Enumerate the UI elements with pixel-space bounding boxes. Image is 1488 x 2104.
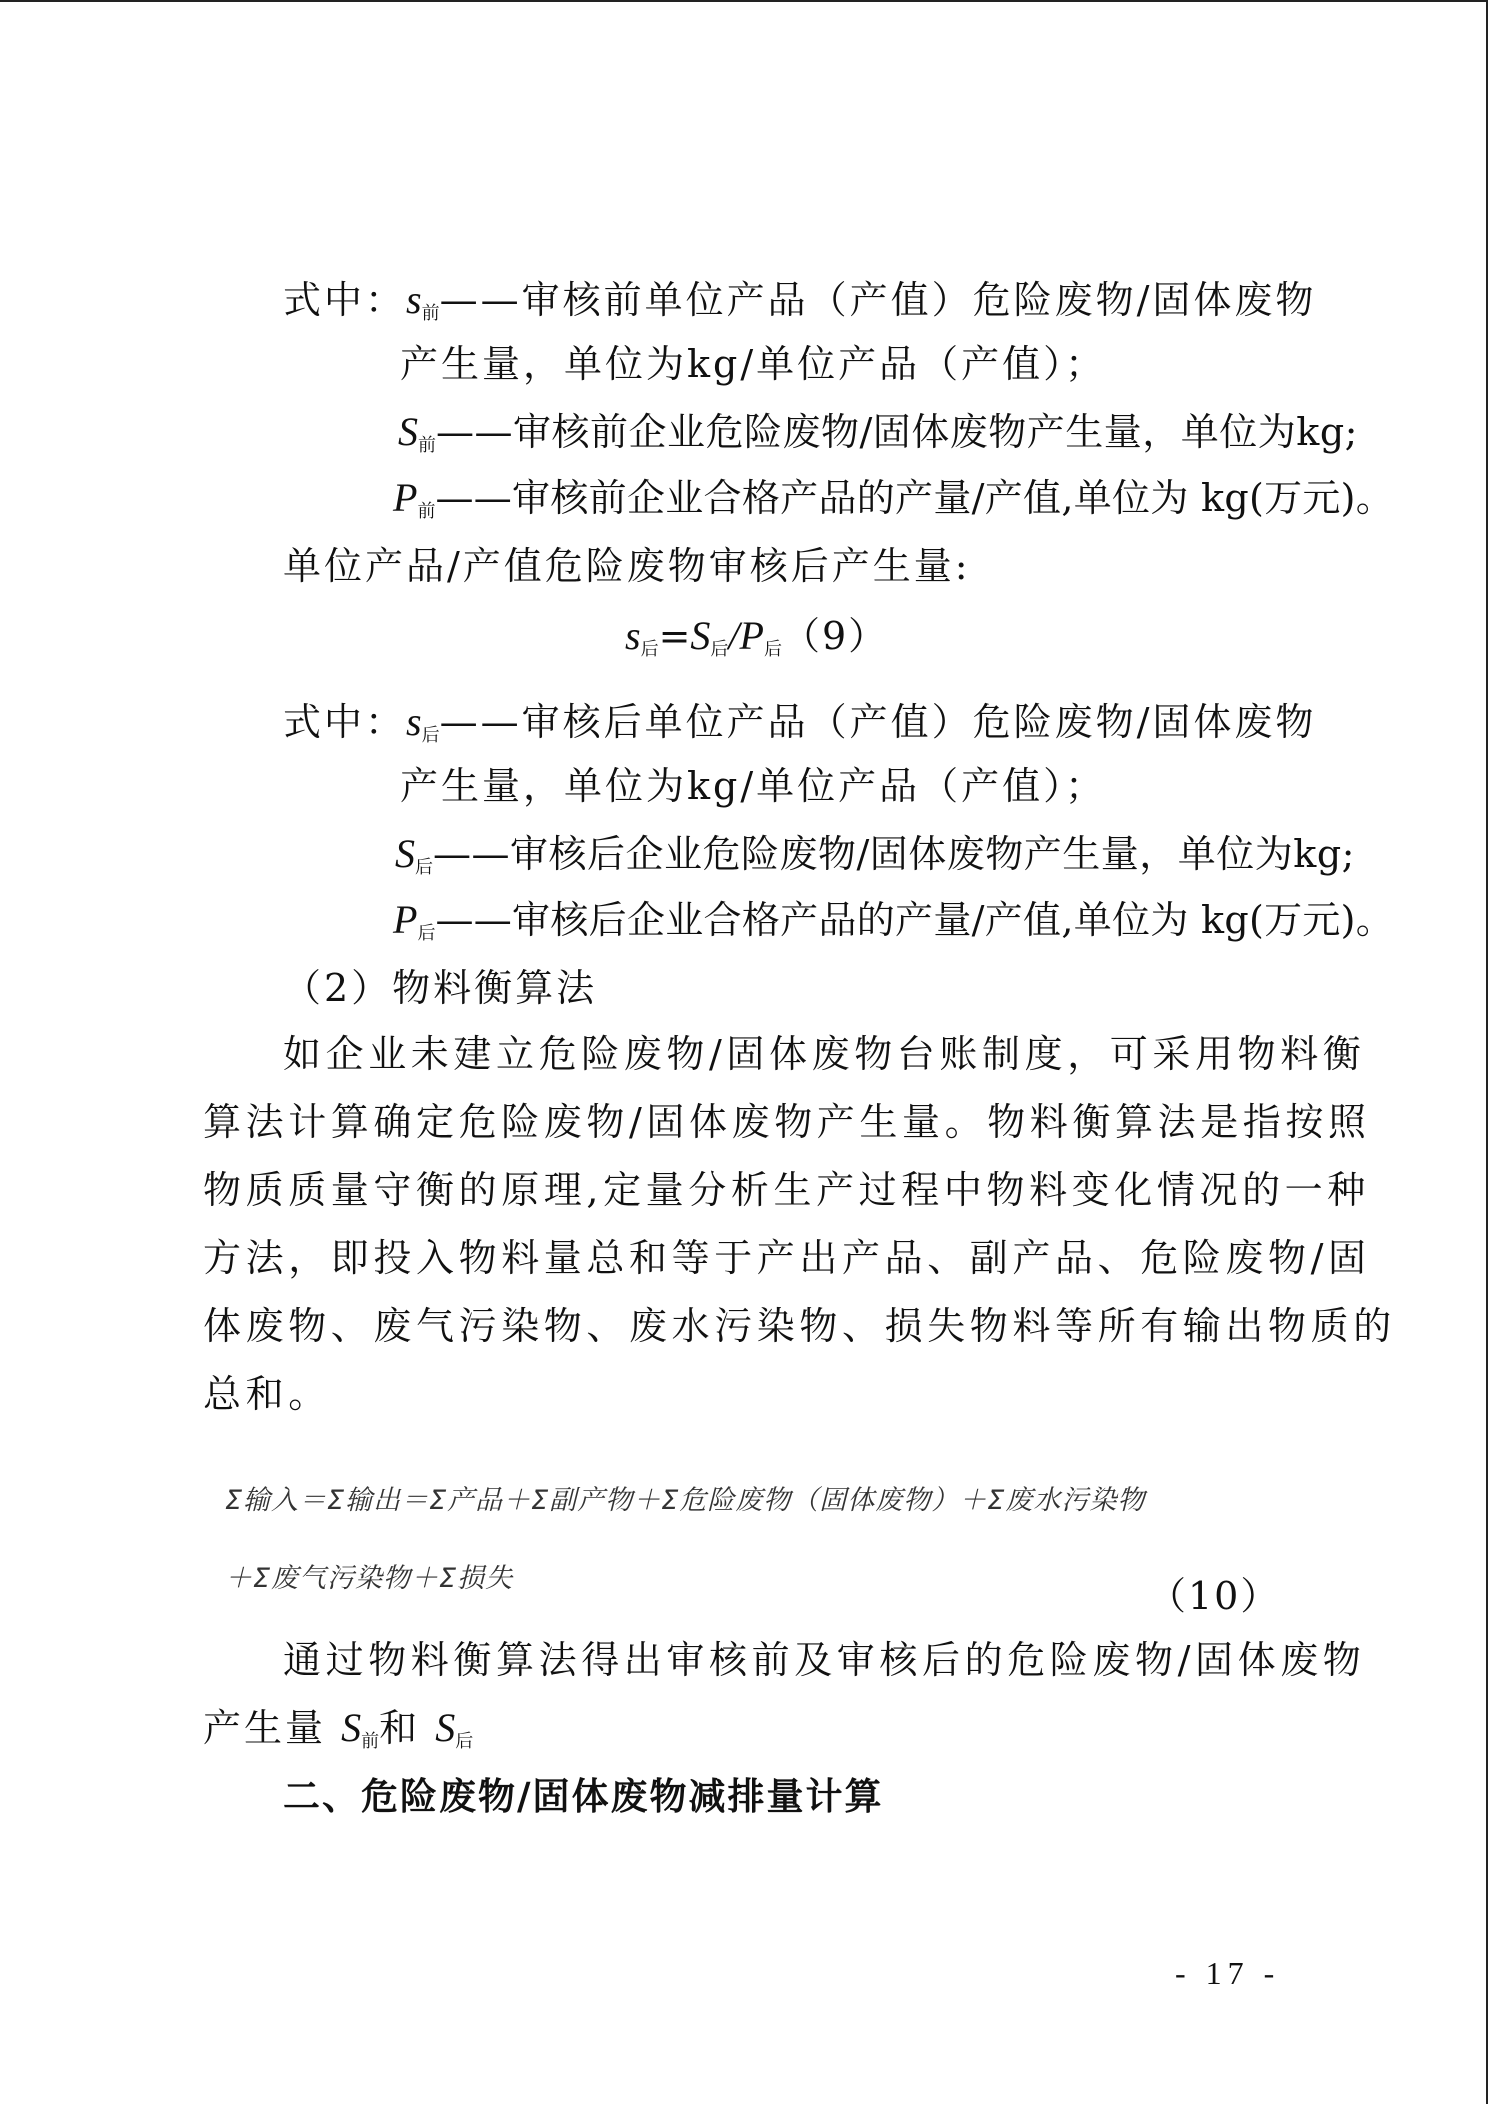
paragraph-line-1: 如企业未建立危险废物/固体废物台账制度，可采用物料衡 xyxy=(283,1032,1366,1076)
block2-s-line xyxy=(283,698,1316,760)
block2-P-line xyxy=(393,896,1394,958)
eq9-P-sub: 后 xyxy=(763,639,782,660)
paragraph2-S-after-sub: 后 xyxy=(455,1731,474,1752)
block1-s-desc: ——审核前单位产品（产值）危险废物/固体废物 xyxy=(439,278,1317,322)
block2-P-symbol: P xyxy=(393,897,418,942)
paragraph2-S-after: S xyxy=(435,1705,456,1750)
eq9-S-sub: 后 xyxy=(710,639,729,660)
block1-P-desc: ——审核前企业合格产品的产量/产值,单位为 kg(万元)。 xyxy=(435,476,1395,520)
block1-s-desc-cont: 产生量，单位为kg/单位产品（产值）； xyxy=(400,342,1107,386)
formula-10-number: （10） xyxy=(1148,1574,1281,1618)
paragraph-line-6: 总和。 xyxy=(203,1372,331,1416)
eq9-number: （9） xyxy=(781,614,889,658)
paragraph2-line-1: 通过物料衡算法得出审核前及审核后的危险废物/固体废物 xyxy=(283,1638,1366,1682)
block2-prefix: 式中： xyxy=(283,700,407,744)
paragraph-line-4: 方法，即投入物料量总和等于产出产品、副产品、危险废物/固 xyxy=(203,1236,1371,1280)
paragraph2-line-2 xyxy=(203,1704,473,1766)
equation-9 xyxy=(625,612,888,674)
block1-S-symbol: S xyxy=(398,409,418,454)
block2-s-symbol: s xyxy=(406,699,422,744)
paragraph2-S-before-sub: 前 xyxy=(361,1731,380,1752)
paragraph2-prefix: 产生量 xyxy=(203,1706,342,1750)
block2-S-symbol: S xyxy=(395,831,415,876)
paragraph-line-2: 算法计算确定危险废物/固体废物产生量。物料衡算法是指按照 xyxy=(203,1100,1371,1144)
eq9-s-sub: 后 xyxy=(640,639,659,660)
block1-s-line xyxy=(283,276,1316,338)
block1-S-line xyxy=(398,408,1358,470)
block2-S-desc: ——审核后企业危险废物/固体废物产生量，单位为kg; xyxy=(433,832,1355,876)
eq9-S: S xyxy=(690,613,711,658)
block2-s-subscript: 后 xyxy=(421,725,440,746)
section-title-material-balance: （2）物料衡算法 xyxy=(283,966,598,1010)
block2-P-desc: ——审核后企业合格产品的产量/产值,单位为 kg(万元)。 xyxy=(435,898,1395,942)
block1-s-subscript: 前 xyxy=(421,303,440,324)
block2-S-subscript: 后 xyxy=(415,857,433,878)
block2-s-desc-cont: 产生量，单位为kg/单位产品（产值）； xyxy=(400,764,1107,808)
block1-P-line xyxy=(393,474,1394,536)
formula-10-line-1: Σ输入＝Σ输出＝Σ产品＋Σ副产物＋Σ危险废物（固体废物）＋Σ废水污染物 xyxy=(225,1485,1146,1516)
intro-after-audit: 单位产品/产值危险废物审核后产生量: xyxy=(283,544,971,588)
eq9-equals: = xyxy=(658,614,691,658)
paragraph-line-5: 体废物、废气污染物、废水污染物、损失物料等所有输出物质的 xyxy=(203,1304,1396,1348)
paragraph2-and: 和 xyxy=(379,1706,436,1750)
paragraph2-S-before: S xyxy=(341,1705,362,1750)
paragraph-line-3: 物质质量守衡的原理,定量分析生产过程中物料变化情况的一种 xyxy=(203,1168,1370,1212)
section-heading-2: 二、危险废物/固体废物减排量计算 xyxy=(283,1775,884,1818)
block1-P-symbol: P xyxy=(393,475,418,520)
block2-s-desc: ——审核后单位产品（产值）危险废物/固体废物 xyxy=(439,700,1317,744)
eq9-s: s xyxy=(625,613,641,658)
block2-P-subscript: 后 xyxy=(417,923,436,944)
page-number: - 17 - xyxy=(1175,1955,1281,1991)
block1-prefix: 式中： xyxy=(283,278,407,322)
block1-S-subscript: 前 xyxy=(418,435,436,456)
block1-s-symbol: s xyxy=(406,277,422,322)
block1-S-desc: ——审核前企业危险废物/固体废物产生量，单位为kg; xyxy=(436,410,1358,454)
page-border-top xyxy=(0,0,1488,2)
eq9-P: P xyxy=(739,613,764,658)
eq9-slash: / xyxy=(728,613,740,658)
block2-S-line xyxy=(395,830,1355,892)
formula-10-line-2: ＋Σ废气污染物＋Σ损失 xyxy=(225,1563,514,1594)
block1-P-subscript: 前 xyxy=(417,501,436,522)
